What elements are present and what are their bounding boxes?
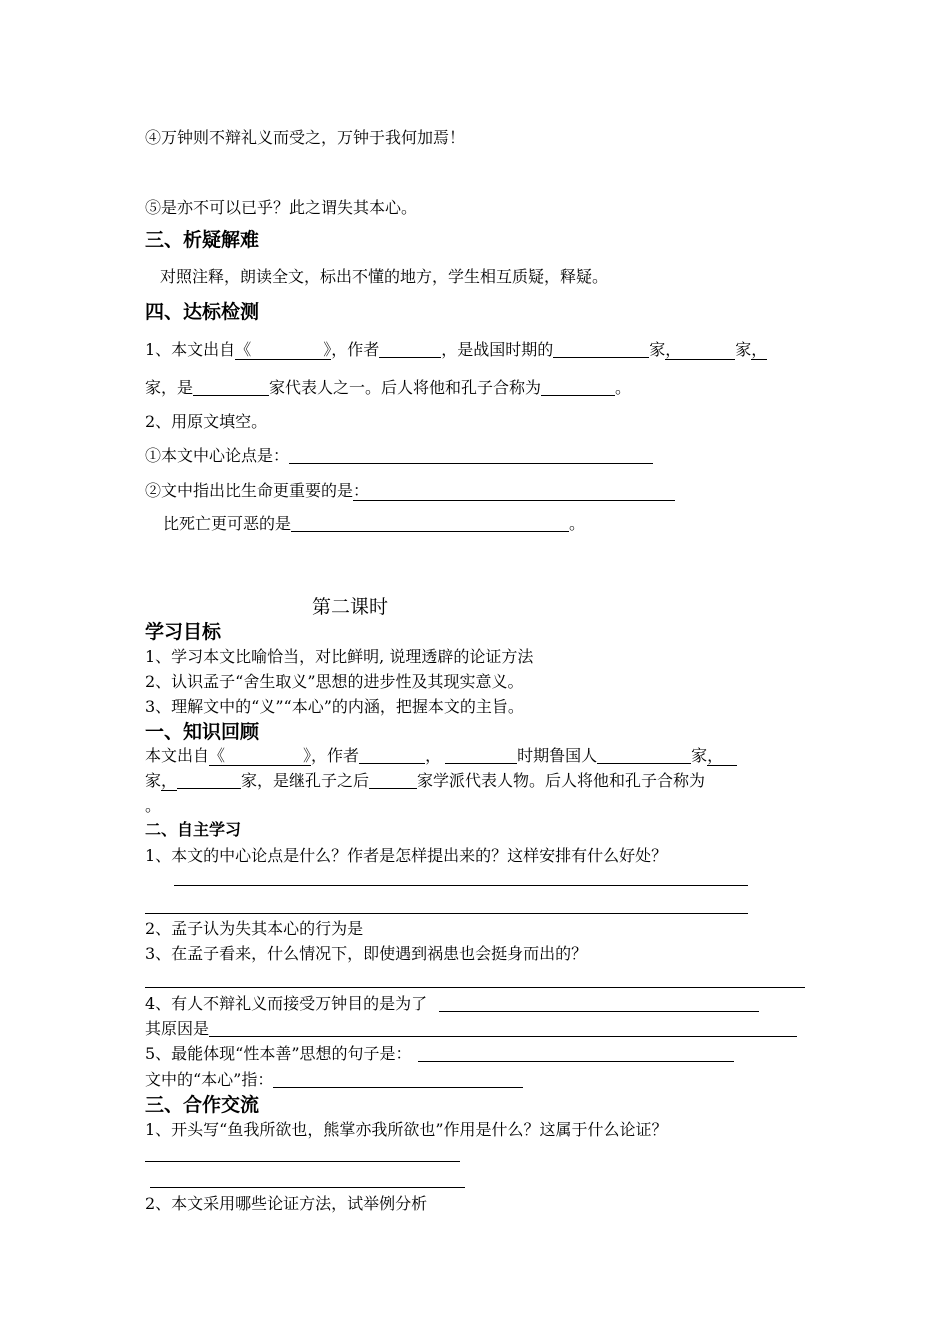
text: 家 <box>649 340 666 359</box>
text: 家，是 <box>145 378 194 397</box>
review-line-3: 。 <box>145 796 162 815</box>
answer-line[interactable] <box>145 913 748 914</box>
text: 》 <box>303 746 312 765</box>
text: 4、有人不辩礼义而接受万钟目的是为了 <box>145 994 428 1013</box>
text: ， <box>751 340 768 359</box>
reason-blank[interactable] <box>209 1020 797 1037</box>
school-blank-1[interactable] <box>597 747 691 764</box>
answer-line[interactable] <box>150 1187 465 1188</box>
period-blank[interactable] <box>445 747 517 764</box>
text: 5、最能体现“性本善”思想的句子是： <box>145 1044 412 1063</box>
text: 家 <box>145 771 162 790</box>
test-line-6 <box>163 514 585 534</box>
goal-item: 1、学习本文比喻恰当，对比鲜明, 说理透辟的论证方法 <box>145 647 534 666</box>
more-important-blank[interactable] <box>353 481 675 501</box>
item-4: ④万钟则不辩礼义而受之，万钟于我何加焉！ <box>145 128 466 147</box>
test-line-4 <box>145 446 653 466</box>
analysis-text: 对照注释，朗读全文，标出不懂的地方，学生相互质疑，释疑。 <box>160 267 609 286</box>
goal-item: 3、理解文中的“义”“本心”的内涵，把握本文的主旨。 <box>145 697 524 716</box>
goal-item: 2、认识孟子“舍生取义”思想的进步性及其现实意义。 <box>145 672 524 691</box>
answer-line[interactable] <box>174 885 748 886</box>
book-blank[interactable] <box>235 340 331 360</box>
text: 家 <box>735 340 752 359</box>
text: 《 <box>235 340 252 359</box>
school-blank-2[interactable] <box>665 340 735 360</box>
item-5: ⑤是亦不可以已乎？此之谓失其本心。 <box>145 198 418 217</box>
text: 家 <box>691 746 708 765</box>
school-blank-3[interactable] <box>177 772 241 789</box>
self-q4-reason <box>145 1019 797 1039</box>
section-title-test: 四、达标检测 <box>145 301 260 323</box>
self-study-title: 二、自主学习 <box>145 820 242 839</box>
text: 其原因是 <box>145 1019 210 1038</box>
text: 1、本文出自 <box>145 340 236 359</box>
text: 时期鲁国人 <box>517 746 598 765</box>
text: 家代表人之一。后人将他和孔子合称为 <box>269 378 542 397</box>
text: 。 <box>569 514 586 533</box>
text: ，作者 <box>311 746 360 765</box>
review-line-2 <box>145 771 705 791</box>
review-line-1 <box>145 746 737 766</box>
text: ， <box>161 771 178 790</box>
text: ： <box>353 481 370 500</box>
self-q4 <box>145 994 759 1014</box>
thesis-blank[interactable] <box>289 447 653 464</box>
self-q3: 3、在孟子看来，什么情况下，即使遇到祸患也会挺身而出的？ <box>145 944 588 963</box>
school-name-blank[interactable] <box>369 772 417 789</box>
answer-line[interactable] <box>145 987 805 988</box>
text: ①本文中心论点是： <box>145 446 290 465</box>
test-line-3: 2、用原文填空。 <box>145 412 268 431</box>
review-title: 一、知识回顾 <box>145 721 260 743</box>
text: ， <box>425 746 442 765</box>
self-q2: 2、孟子认为失其本心的行为是 <box>145 919 364 938</box>
text: 本文出自 <box>145 746 210 765</box>
text: ，是战国时期的 <box>441 340 554 359</box>
text: 文中的“本心”指： <box>145 1070 274 1089</box>
book-blank[interactable] <box>209 746 311 766</box>
goals-title: 学习目标 <box>145 621 222 643</box>
answer-line[interactable] <box>145 1161 460 1162</box>
school-blank-3[interactable] <box>193 379 269 396</box>
meaning-blank[interactable] <box>273 1071 523 1088</box>
self-q5-meaning <box>145 1070 523 1090</box>
text: ，作者 <box>331 340 380 359</box>
school-blank-1[interactable] <box>553 341 649 358</box>
self-q1: 1、本文的中心论点是什么？作者是怎样提出来的？这样安排有什么好处？ <box>145 846 668 865</box>
self-q5 <box>145 1044 734 1064</box>
text: ， <box>665 340 682 359</box>
author-blank[interactable] <box>379 341 441 358</box>
text: ②文中指出比生命更重要的是 <box>145 481 354 500</box>
text: 。 <box>615 378 632 397</box>
purpose-blank[interactable] <box>439 995 759 1012</box>
text: ， <box>707 746 724 765</box>
joint-name-blank[interactable] <box>541 379 615 396</box>
test-line-5 <box>145 481 675 501</box>
test-line-1 <box>145 340 767 360</box>
text: 家，是继孔子之后 <box>241 771 370 790</box>
school-blank-2[interactable] <box>707 746 737 766</box>
text: 比死亡更可恶的是 <box>163 514 292 533</box>
coop-q2: 2、本文采用哪些论证方法，试举例分析 <box>145 1194 428 1213</box>
coop-q1: 1、开头写“鱼我所欲也，熊掌亦我所欲也”作用是什么？这属于什么论证？ <box>145 1120 668 1139</box>
sentence-blank[interactable] <box>418 1045 734 1062</box>
cooperation-title: 三、合作交流 <box>145 1094 260 1116</box>
text: 《 <box>209 746 226 765</box>
more-hateful-blank[interactable] <box>291 515 569 532</box>
text: 家学派代表人物。后人将他和孔子合称为 <box>417 771 706 790</box>
section-title-analysis: 三、析疑解难 <box>145 229 260 251</box>
lesson-title: 第二课时 <box>312 596 389 618</box>
test-line-2 <box>145 378 631 398</box>
text: 》 <box>323 340 332 359</box>
author-blank[interactable] <box>359 747 425 764</box>
